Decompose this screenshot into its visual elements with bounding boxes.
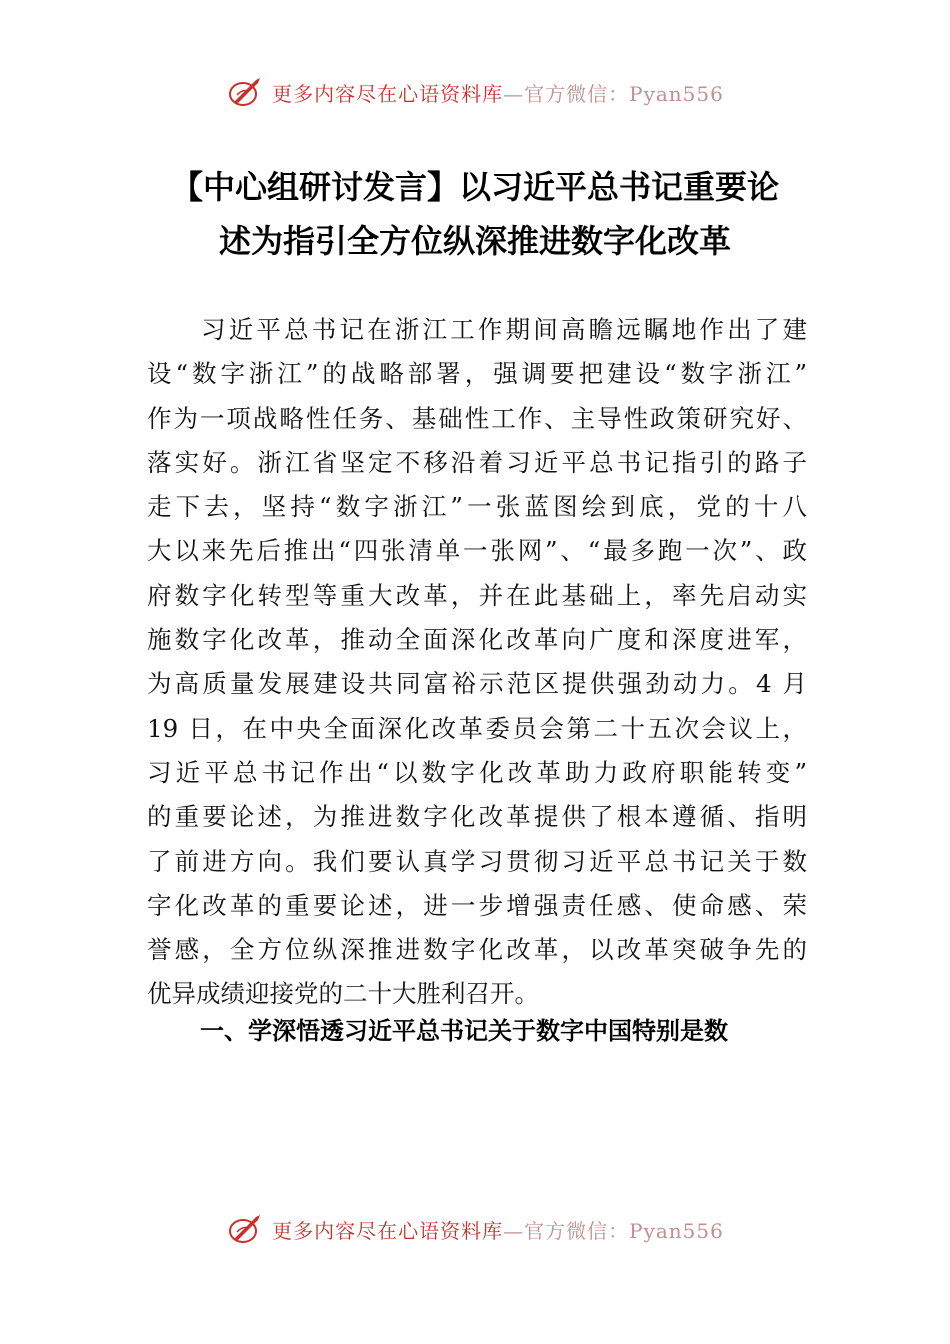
body-line: 为高质量发展建设共同富裕示范区提供强劲动力。4 月 <box>147 669 807 699</box>
body-line: 誉感，全方位纵深推进数字化改革，以改革突破争先的 <box>147 935 807 965</box>
body-line: 19 日，在中央全面深化改革委员会第二十五次会议上， <box>147 713 807 743</box>
watermark-banner-bottom <box>0 1209 950 1249</box>
watermark-banner-top <box>0 72 950 112</box>
document-title <box>120 160 830 268</box>
watermark-brand: 更多内容尽在心语资料库 <box>272 81 504 106</box>
body-line: 施数字化改革，推动全面深化改革向广度和深度进军， <box>147 625 807 655</box>
body-line: 习近平总书记在浙江工作期间高瞻远瞩地作出了建 <box>201 315 807 344</box>
body-line: 设“数字浙江”的战略部署，强调要把建设“数字浙江” <box>147 359 807 389</box>
body-line: 府数字化转型等重大改革，并在此基础上，率先启动实 <box>147 580 807 610</box>
title-line-2: 述为指引全方位纵深推进数字化改革 <box>218 222 731 260</box>
watermark-wechat-label: 官方微信： <box>524 81 630 106</box>
watermark-dash: — <box>503 81 525 106</box>
body-line: 作为一项战略性任务、基础性工作、主导性政策研究好、 <box>147 403 807 433</box>
body-line: 的重要论述，为推进数字化改革提供了根本遵循、指明 <box>147 802 807 832</box>
quill-pen-logo-icon <box>226 1212 266 1246</box>
title-line-1: 【中心组研讨发言】以习近平总书记重要论 <box>170 168 779 206</box>
section-heading: 一、学深悟透习近平总书记关于数字中国特别是数 <box>200 1017 728 1045</box>
body-line: 优异成绩迎接党的二十大胜利召开。 <box>147 979 539 1009</box>
body-paragraph <box>147 308 807 1017</box>
watermark-dash: — <box>503 1218 525 1243</box>
body-line: 走下去，坚持“数字浙江”一张蓝图绘到底，党的十八 <box>147 492 807 522</box>
body-line: 习近平总书记作出“以数字化改革助力政府职能转变” <box>147 757 807 787</box>
quill-pen-logo-icon <box>226 75 266 109</box>
watermark-wechat-id: Pyan556 <box>629 1218 724 1243</box>
body-line: 落实好。浙江省坚定不移沿着习近平总书记指引的路子 <box>147 447 807 477</box>
body-line: 字化改革的重要论述，进一步增强责任感、使命感、荣 <box>147 890 807 920</box>
watermark-wechat-label: 官方微信： <box>524 1218 630 1243</box>
body-line: 大以来先后推出“四张清单一张网”、“最多跑一次”、政 <box>147 536 807 566</box>
watermark-brand: 更多内容尽在心语资料库 <box>272 1218 504 1243</box>
body-line: 了前进方向。我们要认真学习贯彻习近平总书记关于数 <box>147 846 807 876</box>
watermark-wechat-id: Pyan556 <box>629 81 724 106</box>
